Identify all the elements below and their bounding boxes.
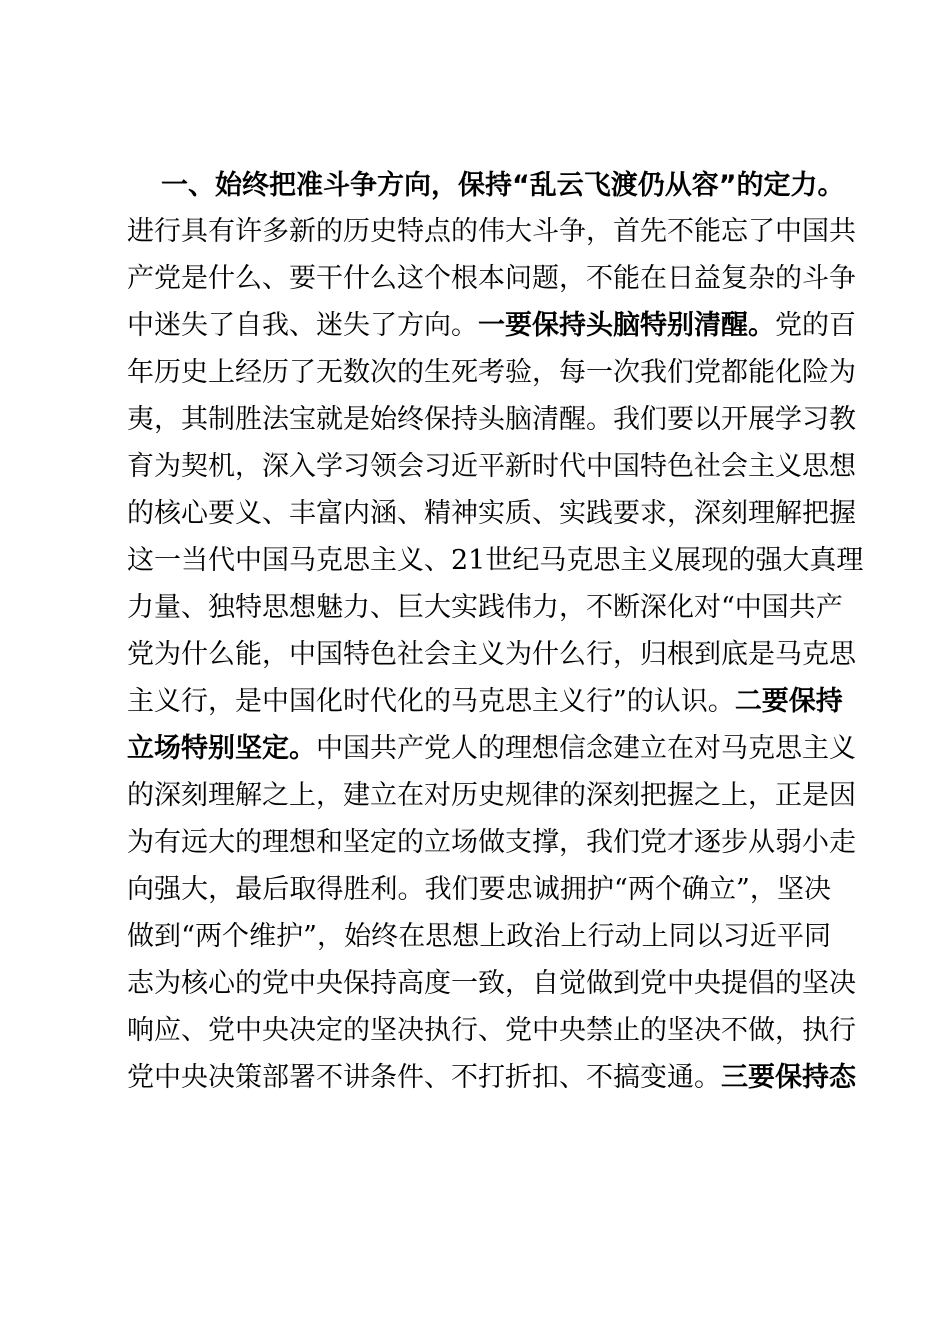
paragraph-line: 产党是什么、要干什么这个根本问题，不能在日益复杂的斗争 <box>127 263 856 294</box>
paragraph-line: 年历史上经历了无数次的生死考验，每一次我们党都能化险为 <box>127 357 856 388</box>
paragraph-line: 志为核心的党中央保持高度一致，自觉做到党中央提倡的坚决 <box>127 968 856 999</box>
paragraph-line <box>127 306 856 346</box>
paragraph-line <box>127 729 856 769</box>
section-heading: 一、始终把准斗争方向，保持“乱云飞渡仍从容”的定力。 <box>161 170 845 201</box>
bold-point-title: 二要保持 <box>734 686 843 717</box>
paragraph-line: 进行具有许多新的历史特点的伟大斗争，首先不能忘了中国共 <box>127 216 856 247</box>
bold-point-title: 立场特别坚定。 <box>127 733 316 764</box>
bold-point-title: 三要保持态 <box>721 1062 856 1093</box>
paragraph-line: 力量、独特思想魅力、巨大实践伟力，不断深化对“中国共产 <box>127 592 843 623</box>
paragraph-line <box>127 682 843 722</box>
line-text: 党的百 <box>775 310 856 341</box>
paragraph-line: 向强大，最后取得胜利。我们要忠诚拥护“两个确立”，坚决 <box>127 874 831 905</box>
paragraph-line <box>127 1058 856 1098</box>
paragraph-line: 为有远大的理想和坚定的立场做支撑，我们党才逐步从弱小走 <box>127 827 856 858</box>
paragraph-line: 做到“两个维护”，始终在思想上政治上行动上同以习近平同 <box>127 921 831 952</box>
paragraph-line: 育为契机，深入学习领会习近平新时代中国特色社会主义思想 <box>127 451 856 482</box>
bold-point-title: 一要保持头脑特别清醒。 <box>478 310 775 341</box>
paragraph-line: 党为什么能，中国特色社会主义为什么行，归根到底是马克思 <box>127 639 856 670</box>
paragraph-line: 的深刻理解之上，建立在对历史规律的深刻把握之上，正是因 <box>127 780 856 811</box>
paragraph-line: 夷，其制胜法宝就是始终保持头脑清醒。我们要以开展学习教 <box>127 404 856 435</box>
line-text: 党中央决策部署不讲条件、不打折扣、不搞变通。 <box>127 1062 721 1093</box>
line-text: 中迷失了自我、迷失了方向。 <box>127 310 478 341</box>
line-text: 中国共产党人的理想信念建立在对马克思主义 <box>316 733 856 764</box>
paragraph-line: 的核心要义、丰富内涵、精神实质、实践要求，深刻理解把握 <box>127 498 856 529</box>
paragraph-line: 响应、党中央决定的坚决执行、党中央禁止的坚决不做，执行 <box>127 1015 856 1046</box>
paragraph-line: 这一当代中国马克思主义、21世纪马克思主义展现的强大真理 <box>127 545 864 576</box>
line-text: 主义行，是中国化时代化的马克思主义行”的认识。 <box>127 686 735 717</box>
